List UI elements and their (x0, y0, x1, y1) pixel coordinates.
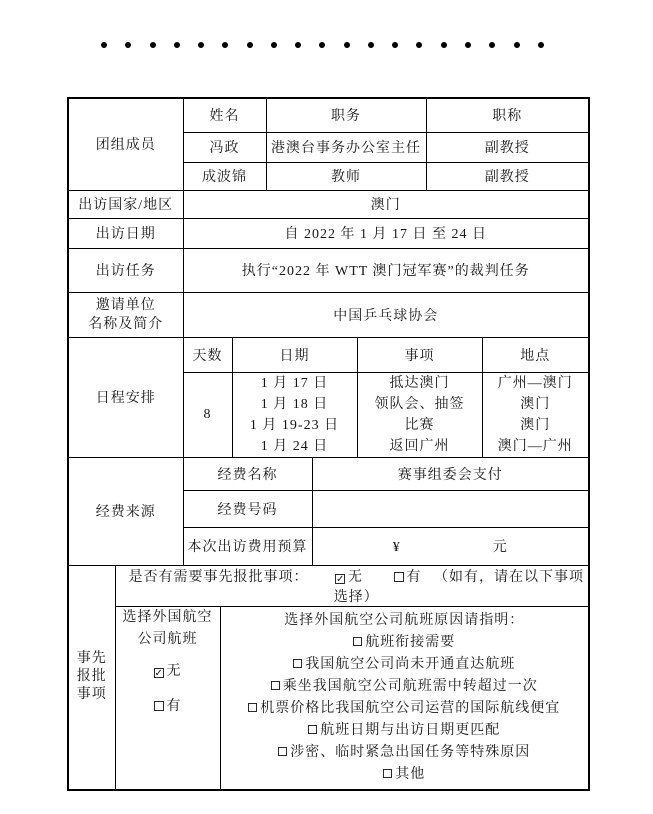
mission-row (68, 248, 589, 292)
inviter-row (68, 292, 589, 337)
reason-label: 其他 (395, 766, 426, 782)
currency-unit: 元 (492, 540, 508, 555)
dot (514, 42, 520, 48)
airline-reason-option (221, 764, 589, 786)
preapproval-group-label (68, 565, 115, 790)
airline-reason-title: 选择外国航空公司航班原因请指明： (284, 612, 525, 628)
reason-label: 涉密、临时紧急出国任务等特殊原因 (290, 744, 531, 760)
airline-reason-option (221, 742, 589, 764)
dot (125, 42, 131, 48)
airline-no-option (116, 661, 220, 683)
reason-label: 我国航空公司尚未开通直达航班 (305, 656, 516, 672)
airline-reason-option (221, 720, 589, 742)
dot (416, 42, 422, 48)
schedule-date: 1 月 17 日 (260, 375, 329, 391)
preapproval-question-cell (115, 565, 589, 606)
member-title: 副教授 (426, 162, 589, 190)
members-group-label: 团组成员 (68, 98, 183, 190)
airline-reason-option (221, 654, 589, 676)
schedule-date-header: 日期 (232, 337, 357, 372)
preapproval-question: 是否有需要事先报批事项： (128, 569, 309, 585)
mission-label: 出访任务 (68, 248, 183, 292)
funding-name-value: 赛事组委会支付 (312, 457, 589, 490)
schedule-item: 返回广州 (389, 438, 450, 454)
checkbox-reason-2[interactable] (293, 659, 302, 668)
airline-reason-option (221, 676, 589, 698)
airline-reason-option (221, 632, 589, 654)
dot (465, 42, 471, 48)
preapproval-label-line: 报批 (76, 669, 107, 685)
schedule-item: 比赛 (404, 417, 435, 433)
schedule-date: 1 月 18 日 (260, 396, 329, 412)
preapproval-label-lines (69, 650, 115, 704)
schedule-date-list (232, 372, 357, 457)
dot (538, 42, 544, 48)
schedule-item: 领队会、抽签 (374, 396, 465, 412)
member-name-header: 姓名 (183, 98, 266, 132)
preapproval-yes-option (394, 570, 422, 585)
schedule-place-list (482, 372, 589, 457)
reason-label: 航班衔接需要 (365, 634, 456, 650)
reason-label: 航班日期与出访日期更匹配 (320, 722, 501, 738)
airline-choice-label (116, 607, 220, 651)
funding-budget-value (312, 527, 589, 565)
schedule-place: 澳门 (520, 417, 551, 433)
preapproval-yes-label: 有 (406, 569, 422, 585)
schedule-item-header: 事项 (357, 337, 482, 372)
dot (247, 42, 253, 48)
funding-group-label: 经费来源 (68, 457, 183, 565)
destination-value: 澳门 (183, 190, 589, 218)
member-name: 成波锦 (183, 162, 266, 190)
airline-reason-option (221, 698, 589, 720)
dot (174, 42, 180, 48)
schedule-date: 1 月 24 日 (260, 438, 329, 454)
checkbox-airline-yes[interactable] (154, 701, 164, 711)
dot (489, 42, 495, 48)
schedule-item: 抵达澳门 (389, 375, 450, 391)
preapproval-note: （如有，请在以下事项选择） (333, 569, 585, 605)
schedule-group-label: 日程安排 (68, 337, 183, 457)
dot (150, 42, 156, 48)
travel-dates-row (68, 218, 589, 248)
inviter-label-line2: 名称及简介 (88, 316, 164, 332)
airline-no-label: 无 (166, 663, 182, 679)
checkbox-airline-no[interactable]: ✓ (154, 667, 163, 679)
member-name: 冯政 (183, 132, 266, 162)
dot (344, 42, 350, 48)
preapproval-no-label: 无 (348, 569, 364, 585)
checkbox-reason-6[interactable] (278, 747, 287, 756)
schedule-place-header: 地点 (482, 337, 589, 372)
checkbox-reason-4[interactable] (248, 703, 257, 712)
member-title: 副教授 (426, 132, 589, 162)
travel-dates-value: 自 2022 年 1 月 17 日 至 24 日 (183, 218, 589, 248)
schedule-place: 广州—澳门 (497, 375, 573, 391)
preapproval-label-line: 事先 (76, 651, 107, 667)
funding-name-label: 经费名称 (183, 457, 312, 490)
airline-label-line2: 公司航班 (137, 631, 198, 647)
dot (368, 42, 374, 48)
dot (101, 42, 107, 48)
dot (198, 42, 204, 48)
funding-name-row (68, 457, 589, 490)
schedule-days-header: 天数 (183, 337, 232, 372)
airline-reasons-cell (220, 606, 589, 790)
member-header-row (68, 98, 589, 132)
schedule-item-list (357, 372, 482, 457)
schedule-header-row (68, 337, 589, 372)
checkbox-reason-5[interactable] (308, 725, 317, 734)
preapproval-no-option (335, 570, 363, 585)
funding-budget-label: 本次出访费用预算 (183, 527, 312, 565)
member-position: 港澳台事务办公室主任 (266, 132, 426, 162)
airline-yes-option (116, 696, 220, 718)
member-position-header: 职务 (266, 98, 426, 132)
schedule-days-value: 8 (183, 372, 232, 457)
dot (271, 42, 277, 48)
inviter-value: 中国乒乓球协会 (183, 292, 589, 337)
reason-label: 乘坐我国航空公司航班需中转超过一次 (282, 678, 538, 694)
destination-row (68, 190, 589, 218)
checkbox-reason-7[interactable] (383, 769, 392, 778)
member-position: 教师 (266, 162, 426, 190)
dot (392, 42, 398, 48)
dot (222, 42, 228, 48)
checkbox-reason-1[interactable] (353, 637, 362, 646)
currency-symbol: ¥ (392, 540, 401, 555)
funding-number-value (312, 490, 589, 527)
schedule-date: 1 月 19-23 日 (249, 417, 340, 433)
airline-yes-label: 有 (166, 698, 182, 714)
airline-choice-cell (115, 606, 220, 790)
airline-choice-row (68, 606, 589, 790)
inviter-label (68, 292, 183, 337)
dot (295, 42, 301, 48)
dot (441, 42, 447, 48)
preapproval-label-line: 事项 (76, 687, 107, 703)
dot (319, 42, 325, 48)
checkbox-reason-3[interactable] (271, 681, 280, 690)
checkbox-preapproval-no[interactable]: ✓ (336, 573, 345, 585)
inviter-label-line1: 邀请单位 (95, 297, 156, 313)
member-title-header: 职称 (426, 98, 589, 132)
airline-label-line1: 选择外国航空 (122, 609, 213, 625)
schedule-place: 澳门 (520, 396, 551, 412)
reason-label: 机票价格比我国航空公司运营的国际航线便宜 (260, 700, 561, 716)
funding-number-label: 经费号码 (183, 490, 312, 527)
travel-approval-form-table (67, 97, 590, 791)
checkbox-preapproval-yes[interactable] (394, 572, 404, 582)
destination-label: 出访国家/地区 (68, 190, 183, 218)
preapproval-question-row (68, 565, 589, 606)
schedule-place: 澳门—广州 (497, 438, 573, 454)
travel-dates-label: 出访日期 (68, 218, 183, 248)
dotted-separator-line (101, 41, 544, 49)
mission-value: 执行“2022 年 WTT 澳门冠军赛”的裁判任务 (183, 248, 589, 292)
